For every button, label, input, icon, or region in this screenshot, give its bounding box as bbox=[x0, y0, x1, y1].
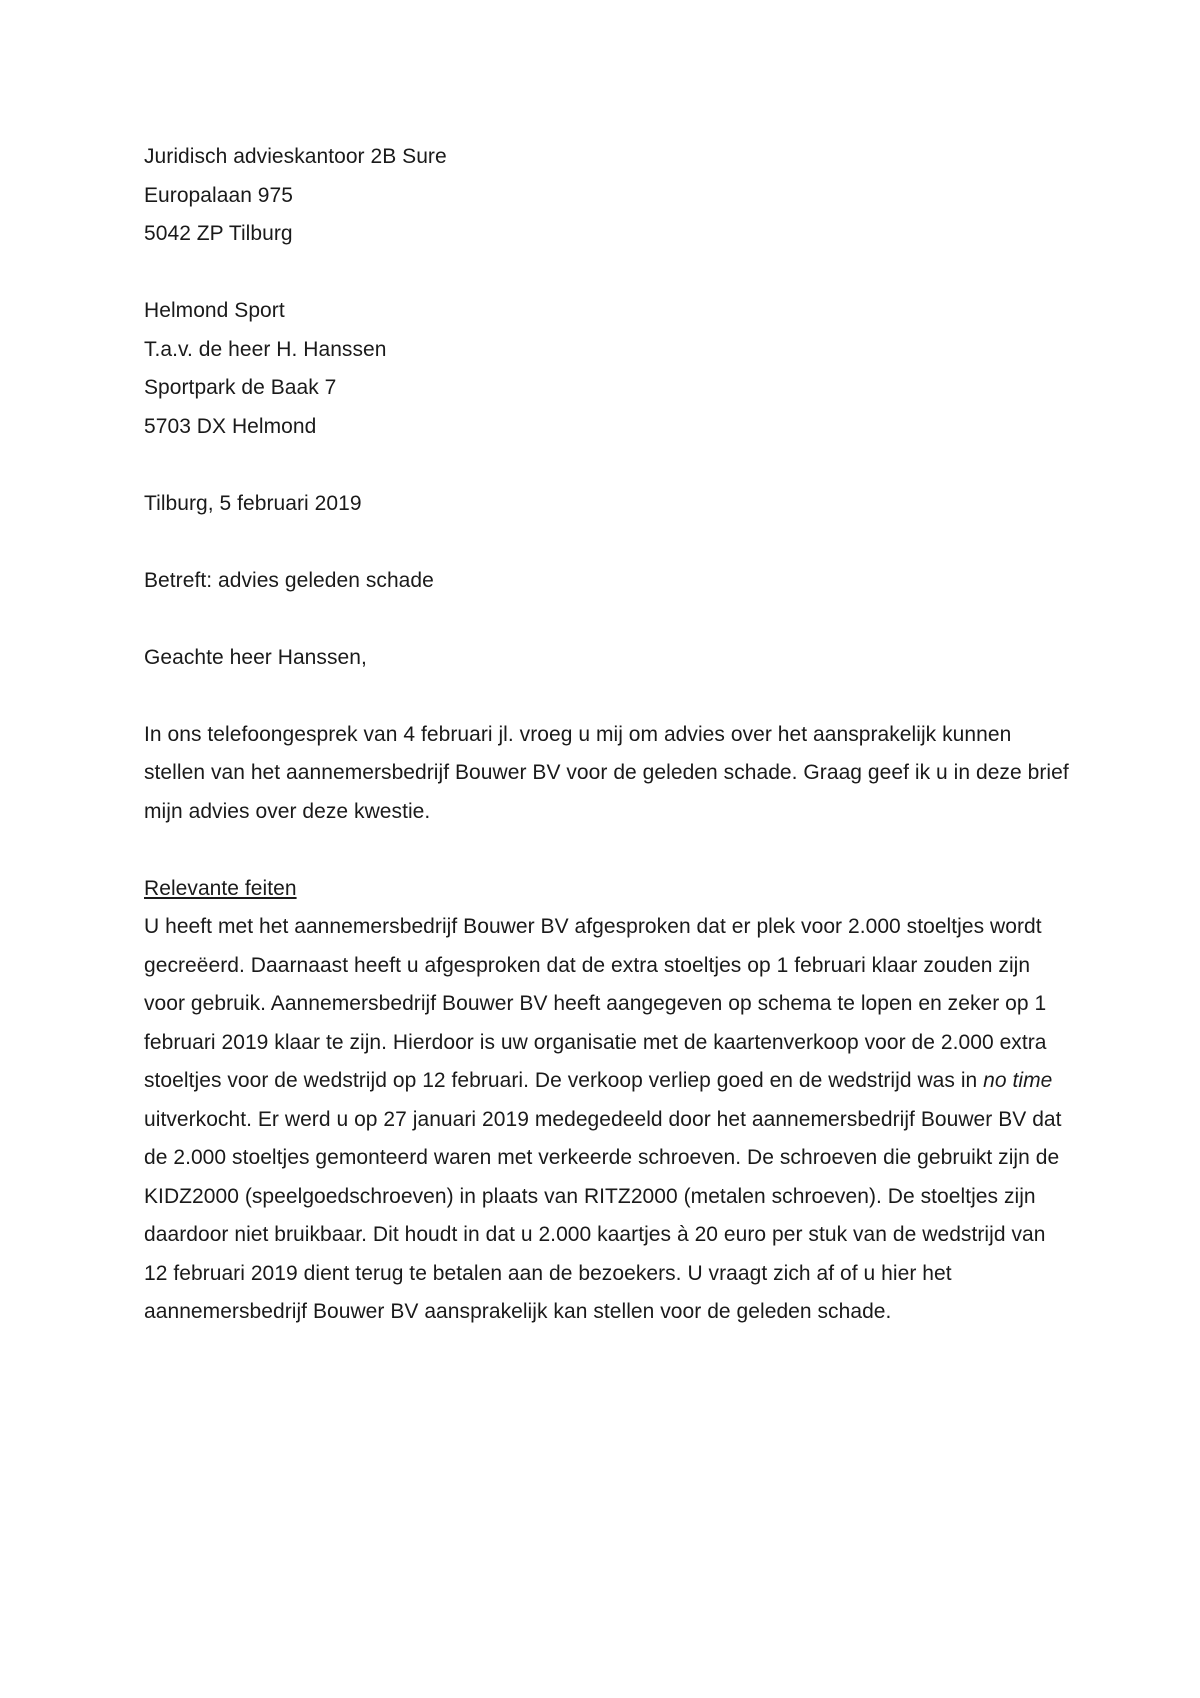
spacer bbox=[144, 254, 1074, 293]
facts-text-before: U heeft met het aannemersbedrijf Bouwer BV afgesproken dat er plek voor 2.000 stoeltjes wordt gecreëerd. Daarnaast heeft u afgesproken dat de extra stoeltjes op 1 februari klaar zouden zijn voor gebruik. Aannemersbedrijf Bouwer BV heeft aangegeven op schema te lopen en zeker op 1 februari 2019 klaar te zijn. Hierdoor is uw organisatie met de kaartenverkoop voor de 2.000 extra stoeltjes voor de wedstrijd op 12 februari. De verkoop verliep goed en de wedstrijd was in bbox=[144, 915, 1047, 1092]
facts-emphasis: no time bbox=[983, 1069, 1053, 1092]
recipient-attention: T.a.v. de heer H. Hanssen bbox=[144, 337, 387, 361]
spacer bbox=[144, 677, 1074, 716]
spacer bbox=[144, 831, 1074, 870]
spacer bbox=[144, 600, 1074, 639]
salutation: Geachte heer Hanssen, bbox=[144, 645, 367, 669]
subject-line: Betreft: advies geleden schade bbox=[144, 568, 434, 592]
facts-paragraph bbox=[144, 908, 1074, 1332]
date-line: Tilburg, 5 februari 2019 bbox=[144, 491, 362, 515]
facts-text-after: uitverkocht. Er werd u op 27 januari 2019 medegedeeld door het aannemersbedrijf Bouwer BV dat de 2.000 stoeltjes gemonteerd waren met verkeerde schroeven. De schroeven die gebruikt zijn de KIDZ2000 (speelgoedschroeven) in plaats van RITZ2000 (metalen schroeven). De stoeltjes zijn daardoor niet bruikbaar. Dit houdt in dat u 2.000 kaartjes à 20 euro per stuk van de wedstrijd van 12 februari 2019 dient terug te betalen aan de bezoekers. U vraagt zich af of u hier het aannemersbedrijf Bouwer BV aansprakelijk kan stellen voor de geleden schade. bbox=[144, 1107, 1062, 1323]
letter-content bbox=[144, 138, 1074, 1332]
recipient-city: 5703 DX Helmond bbox=[144, 414, 317, 438]
sender-city: 5042 ZP Tilburg bbox=[144, 222, 293, 245]
sender-address bbox=[144, 138, 1074, 254]
recipient-name: Helmond Sport bbox=[144, 299, 285, 322]
spacer bbox=[144, 446, 1074, 485]
spacer bbox=[144, 523, 1074, 562]
sender-name: Juridisch advieskantoor 2B Sure bbox=[144, 145, 447, 168]
facts-heading: Relevante feiten bbox=[144, 876, 297, 900]
intro-paragraph: In ons telefoongesprek van 4 februari jl. vroeg u mij om advies over het aansprakelijk kunnen stellen van het aannemersbedrijf Bouwer BV voor de geleden schade. Graag geef ik u in deze brief mijn advies over deze kwestie. bbox=[144, 722, 1069, 823]
sender-street: Europalaan 975 bbox=[144, 183, 293, 207]
recipient-street: Sportpark de Baak 7 bbox=[144, 376, 337, 399]
recipient-address bbox=[144, 292, 1074, 446]
